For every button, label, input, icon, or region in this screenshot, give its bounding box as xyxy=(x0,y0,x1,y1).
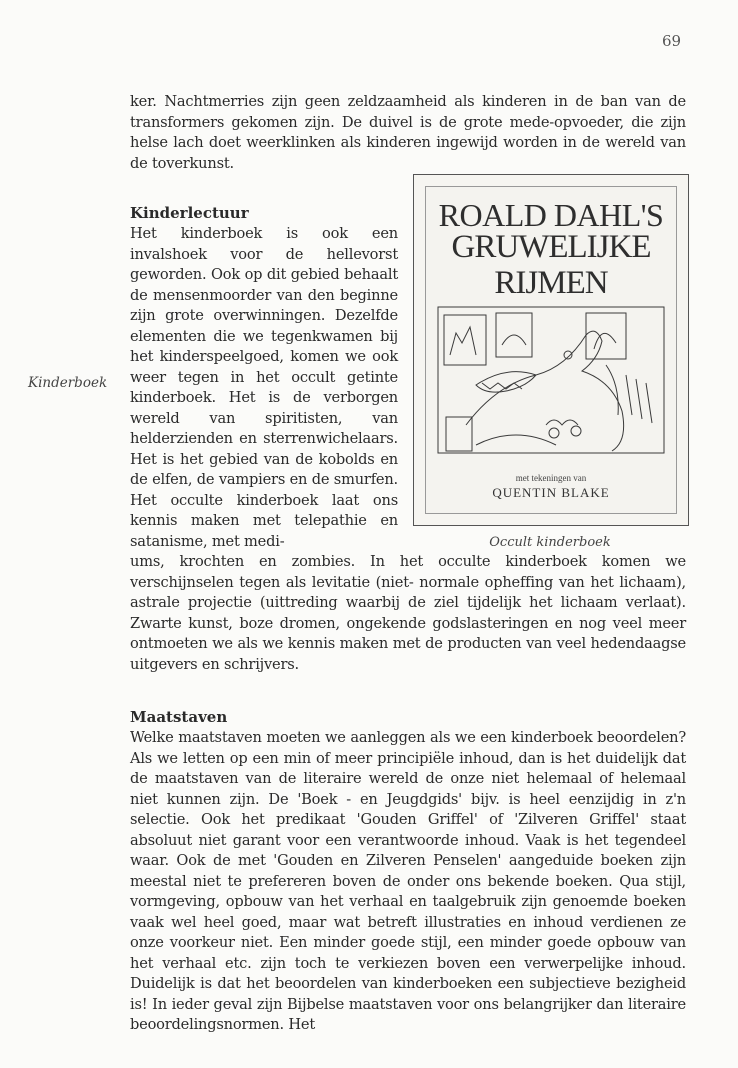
page-number: 69 xyxy=(662,32,682,50)
margin-note: Kinderboek xyxy=(28,375,108,391)
cover-illustrator: QUENTIN BLAKE xyxy=(492,485,610,500)
cover-illustration xyxy=(436,305,666,455)
body-text-wide: ums, krochten en zombies. In het occulte kinderboek komen we verschijnselen tegen als levitatie (niet- normale opheffing van het lichaam), astrale projectie (uittreding waarbij de ziel tijdelijk het lichaam verlaat). Zwarte kunst, boze dromen, ongekende godslasteringen en nog veel meer ontmoeten we als we kennis maken met de producten van veel hedendaagse uitgevers en schrijvers. xyxy=(130,553,686,673)
cover-title-line3: RIJMEN xyxy=(494,265,608,301)
section-heading-maatstaven: Maatstaven xyxy=(130,708,228,726)
figure-caption: Occult kinderboek xyxy=(489,535,611,550)
book-cover xyxy=(425,186,677,514)
book-cover-figure xyxy=(413,174,689,526)
cover-title-line1: ROALD DAHL'S xyxy=(438,197,664,233)
cover-title-line2: GRUWELIJKE xyxy=(451,229,651,265)
section-heading-kinderlectuur: Kinderlectuur xyxy=(130,204,249,222)
body-text-narrow: Het kinderboek is ook een invalshoek voor de hellevorst geworden. Ook op dit gebied behaalt de mensenmoorder van den beginne zijn grote overwinningen. Dezelfde elementen die we tegenkwamen bij het kinderspeelgoed, komen we ook weer tegen in het occult getinte kinderboek. Het is de verborgen wereld van spiritisten, van helderzienden en sterrenwichelaars. Het is het gebied van de kobolds en de elfen, de vampiers en de smurfen. Het occulte kinderboek laat ons kennis maken met telepathie en satanisme, met medi- xyxy=(130,225,398,550)
body-text-maatstaven: Welke maatstaven moeten we aanleggen als we een kinderboek beoordelen? Als we letten op een min of meer principiële inhoud, dan is het duidelijk dat de maatstaven van de literaire wereld de onze niet helemaal of helemaal niet kunnen zijn. De 'Boek - en Jeugdgids' bijv. is heel eenzijdig in z'n selectie. Ook het predikaat 'Gouden Griffel' of 'Zilveren Griffel' staat absoluut niet garant voor een verantwoorde inhoud. Vaak is het tegendeel waar. Ook de met 'Gouden en Zilveren Penselen' aangeduide boeken zijn meestal niet te prefereren boven de onder ons bekende boeken. Qua stijl, vormgeving, opbouw van het verhaal en taalgebruik zijn genoemde boeken vaak wel heel goed, maar wat betreft illustraties en inhoud verdienen ze onze voorkeur niet. Een minder goede stijl, een minder goede opbouw van het verhaal etc. zijn toch te verkiezen boven een verwerpelijke inhoud. Duidelijk is dat het beoordelen van kinderboeken een subjectieve bezigheid is! In ieder geval zijn Bijbelse maatstaven voor ons belangrijker dan literaire beoordelingsnormen. Het xyxy=(130,729,686,1033)
cover-subtitle: met tekeningen van xyxy=(515,473,587,483)
intro-paragraph: ker. Nachtmerries zijn geen zeldzaamheid als kinderen in de ban van de transformers gekomen zijn. De duivel is de grote mede-opvoeder, die zijn helse lach doet weerklinken als kinderen ingewijd worden in de wereld van de toverkunst. xyxy=(130,93,686,172)
